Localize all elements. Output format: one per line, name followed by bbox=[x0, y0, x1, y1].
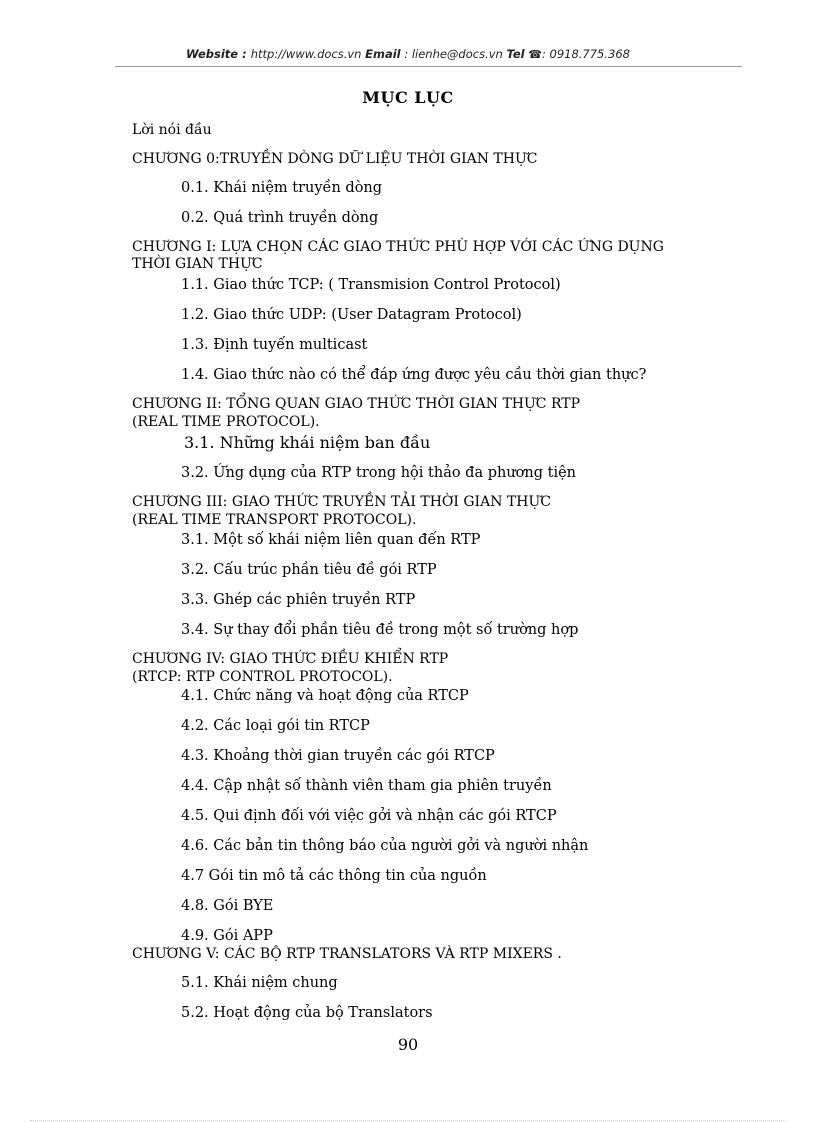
page-number: 90 bbox=[397, 1035, 419, 1054]
toc-section: 4.1. Chức năng và hoạt động của RTCP bbox=[181, 688, 469, 704]
toc-section: 4.4. Cập nhật số thành viên tham gia phiên truyền bbox=[181, 778, 552, 794]
toc-chapter: CHƯƠNG 0:TRUYỀN DÒNG DỮ LIỆU THỜI GIAN THỰC bbox=[132, 151, 538, 167]
email-value: lienhe@docs.vn bbox=[411, 47, 503, 61]
toc-chapter: CHƯƠNG IV: GIAO THỨC ĐIỀU KHIỂN RTP bbox=[132, 651, 449, 667]
toc-section: 1.2. Giao thức UDP: (User Datagram Protocol) bbox=[181, 307, 522, 323]
toc-chapter: CHƯƠNG V: CÁC BỘ RTP TRANSLATORS VÀ RTP MIXERS . bbox=[132, 946, 562, 962]
website-label: Website bbox=[186, 47, 239, 61]
tel-label: Tel bbox=[506, 47, 525, 61]
toc-section: 1.1. Giao thức TCP: ( Transmision Control Protocol) bbox=[181, 277, 561, 293]
toc-section: 3.1. Một số khái niệm liên quan đến RTP bbox=[181, 532, 481, 548]
toc-section: 1.4. Giao thức nào có thể đáp ứng được yêu cầu thời gian thực? bbox=[181, 367, 647, 383]
toc-chapter: CHƯƠNG III: GIAO THỨC TRUYỀN TẢI THỜI GIAN THỰC bbox=[132, 494, 551, 510]
toc-entry: Lời nói đầu bbox=[132, 122, 212, 138]
page-header: Website : http://www.docs.vn Email : lienhe@docs.vn Tel ☎: 0918.775.368 bbox=[186, 47, 630, 61]
toc-section: 3.3. Ghép các phiên truyền RTP bbox=[181, 592, 416, 608]
toc-section: 5.2. Hoạt động của bộ Translators bbox=[181, 1005, 433, 1021]
toc-section: 0.2. Quá trình truyền dòng bbox=[181, 210, 379, 226]
toc-section: 4.7 Gói tin mô tả các thông tin của nguồn bbox=[181, 868, 487, 884]
toc-chapter-continued: (REAL TIME PROTOCOL). bbox=[132, 414, 320, 430]
footer-divider bbox=[30, 1120, 786, 1121]
toc-section: 4.3. Khoảng thời gian truyền các gói RTCP bbox=[181, 748, 495, 764]
toc-section: 3.2. Ứng dụng của RTP trong hội thảo đa phương tiện bbox=[181, 465, 577, 481]
toc-section: 3.1. Những khái niệm ban đầu bbox=[184, 433, 431, 452]
toc-section: 3.2. Cấu trúc phần tiêu đề gói RTP bbox=[181, 562, 437, 578]
toc-chapter: CHƯƠNG I: LỰA CHỌN CÁC GIAO THỨC PHÙ HỢP VỚI CÁC ỨNG DỤNG bbox=[132, 239, 664, 255]
toc-chapter-continued: (REAL TIME TRANSPORT PROTOCOL). bbox=[132, 512, 417, 528]
toc-section: 4.6. Các bản tin thông báo của người gởi và người nhận bbox=[181, 838, 589, 854]
page-title: MỤC LỤC bbox=[362, 88, 454, 107]
toc-section: 1.3. Định tuyến multicast bbox=[181, 337, 368, 353]
tel-value: 0918.775.368 bbox=[549, 47, 630, 61]
toc-section: 4.2. Các loại gói tin RTCP bbox=[181, 718, 370, 734]
toc-section: 4.8. Gói BYE bbox=[181, 898, 274, 914]
toc-section: 0.1. Khái niệm truyền dòng bbox=[181, 180, 383, 196]
toc-section: 3.4. Sự thay đổi phần tiêu đề trong một số trường hợp bbox=[181, 622, 579, 638]
toc-chapter: CHƯƠNG II: TỔNG QUAN GIAO THỨC THỜI GIAN THỰC RTP bbox=[132, 396, 581, 412]
toc-section: 5.1. Khái niệm chung bbox=[181, 975, 338, 991]
toc-section: 4.9. Gói APP bbox=[181, 928, 273, 944]
phone-icon: ☎ bbox=[528, 48, 542, 61]
toc-chapter-continued: THỜI GIAN THỰC bbox=[132, 256, 263, 272]
email-label: Email bbox=[365, 47, 401, 61]
toc-section: 4.5. Qui định đối với việc gởi và nhận các gói RTCP bbox=[181, 808, 557, 824]
website-url: http://www.docs.vn bbox=[250, 47, 362, 61]
toc-chapter-continued: (RTCP: RTP CONTROL PROTOCOL). bbox=[132, 669, 393, 685]
